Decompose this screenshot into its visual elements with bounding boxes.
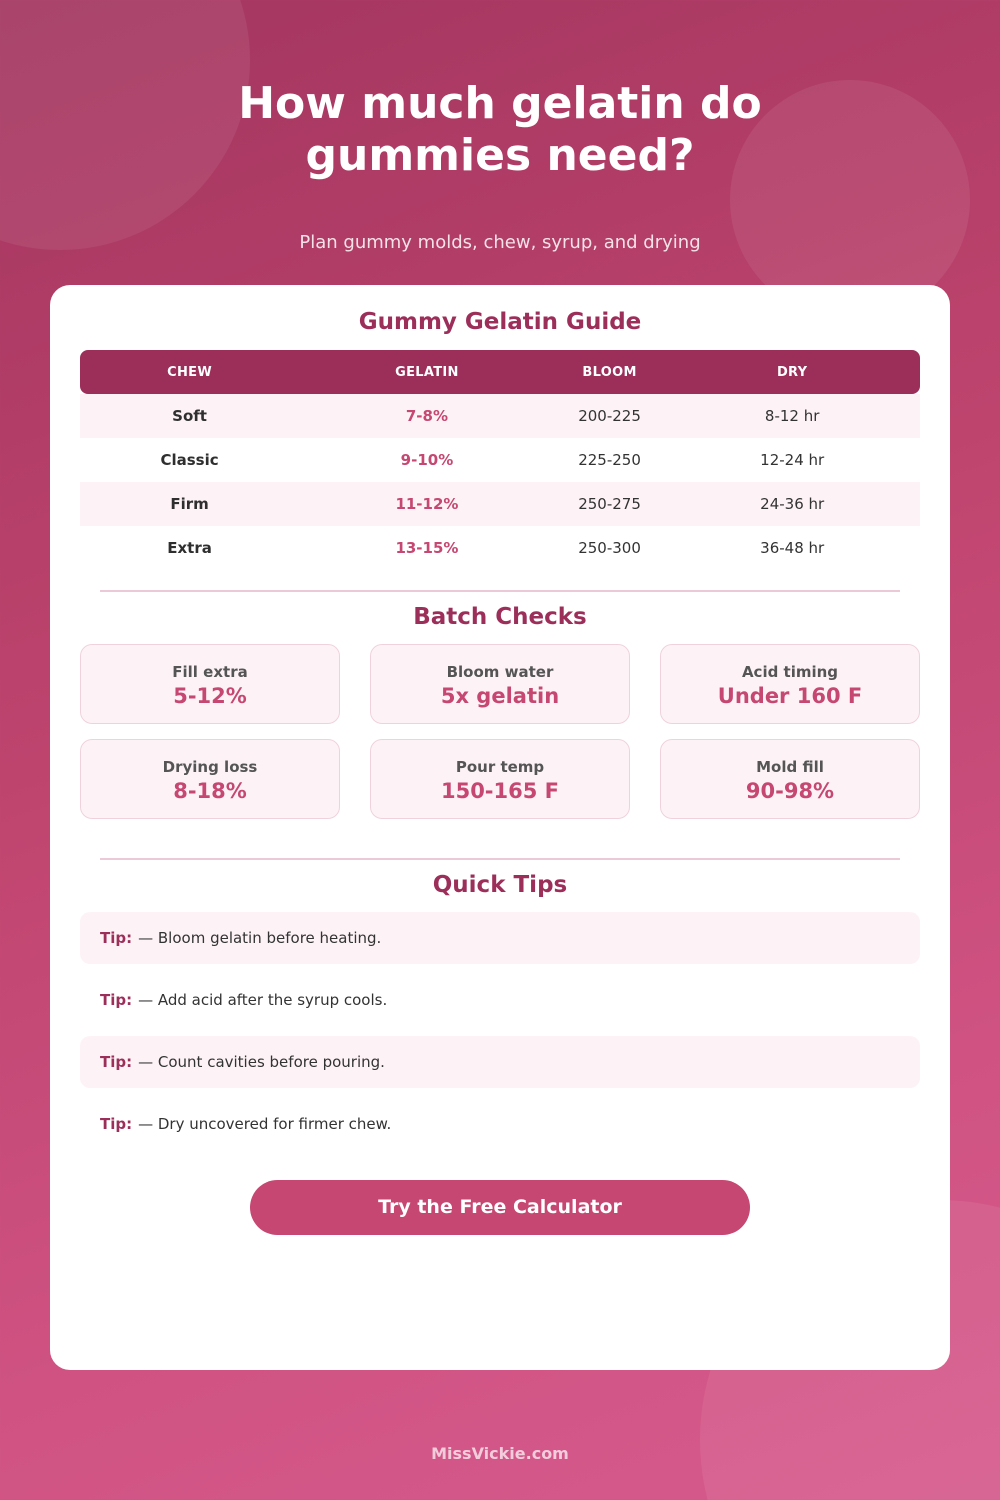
cell-bloom: 200-225 — [578, 407, 641, 425]
tip-text: — Dry uncovered for firmer chew. — [138, 1115, 392, 1133]
check-card-acid-timing — [660, 644, 920, 724]
check-card-mold-fill — [660, 739, 920, 819]
check-label: Acid timing — [741, 663, 839, 681]
table-row — [80, 438, 920, 482]
checks-title: Batch Checks — [413, 604, 587, 630]
tip-text: — Add acid after the syrup cools. — [138, 991, 388, 1009]
header-chew: CHEW — [167, 364, 212, 380]
check-label: Fill extra — [172, 663, 248, 681]
tips-title: Quick Tips — [432, 872, 568, 898]
cell-dry: 24-36 hr — [760, 495, 825, 513]
check-value: 90-98% — [745, 779, 835, 803]
page-subtitle: Plan gummy molds, chew, syrup, and drying — [299, 232, 701, 253]
cell-chew: Firm — [170, 495, 209, 513]
section-divider — [100, 590, 900, 592]
cell-chew: Extra — [167, 539, 212, 557]
table-row — [80, 526, 920, 570]
check-card-bloom-water — [370, 644, 630, 724]
footer-site-link[interactable]: MissVickie.com — [431, 1444, 569, 1463]
section-divider — [100, 858, 900, 860]
check-value: 8-18% — [173, 779, 247, 803]
tip-label: Tip: — [100, 1115, 133, 1133]
gelatin-guide-table — [80, 350, 920, 570]
tip-label: Tip: — [100, 1053, 133, 1071]
tip-item — [80, 1098, 920, 1150]
tip-text: — Bloom gelatin before heating. — [138, 929, 382, 947]
table-row — [80, 394, 920, 438]
header-bloom: BLOOM — [582, 364, 637, 380]
table-header — [80, 350, 920, 394]
tip-item — [80, 912, 920, 964]
tip-label: Tip: — [100, 991, 133, 1009]
guide-title: Gummy Gelatin Guide — [358, 309, 642, 335]
check-card-fill-extra — [80, 644, 340, 724]
header-gelatin: GELATIN — [395, 364, 459, 380]
cell-gelatin: 11-12% — [395, 495, 459, 513]
check-value: 150-165 F — [440, 779, 560, 803]
cell-dry: 8-12 hr — [764, 407, 820, 425]
check-value: Under 160 F — [717, 684, 863, 708]
tip-label: Tip: — [100, 929, 133, 947]
check-value: 5-12% — [173, 684, 247, 708]
cell-gelatin: 7-8% — [405, 407, 449, 425]
cell-chew: Soft — [172, 407, 207, 425]
check-card-drying-loss — [80, 739, 340, 819]
page-title-line-1: How much gelatin do — [238, 78, 762, 129]
free-calculator-button[interactable]: Try the Free Calculator — [250, 1180, 750, 1235]
check-label: Mold fill — [756, 758, 824, 776]
check-label: Bloom water — [446, 663, 554, 681]
cell-bloom: 250-275 — [578, 495, 641, 513]
cell-gelatin: 9-10% — [400, 451, 454, 469]
cell-bloom: 250-300 — [578, 539, 641, 557]
header-dry: DRY — [776, 364, 808, 380]
page-title-line-2: gummies need? — [305, 130, 695, 181]
tip-item — [80, 1036, 920, 1088]
tip-item — [80, 974, 920, 1026]
tip-text: — Count cavities before pouring. — [138, 1053, 385, 1071]
check-value: 5x gelatin — [440, 684, 560, 708]
cell-bloom: 225-250 — [578, 451, 641, 469]
check-card-pour-temp — [370, 739, 630, 819]
table-row — [80, 482, 920, 526]
check-label: Drying loss — [162, 758, 258, 776]
cell-gelatin: 13-15% — [395, 539, 459, 557]
page-title — [0, 78, 1000, 182]
content-card — [50, 285, 950, 1370]
check-label: Pour temp — [455, 758, 545, 776]
cell-dry: 12-24 hr — [760, 451, 825, 469]
cell-dry: 36-48 hr — [760, 539, 825, 557]
cell-chew: Classic — [160, 451, 219, 469]
